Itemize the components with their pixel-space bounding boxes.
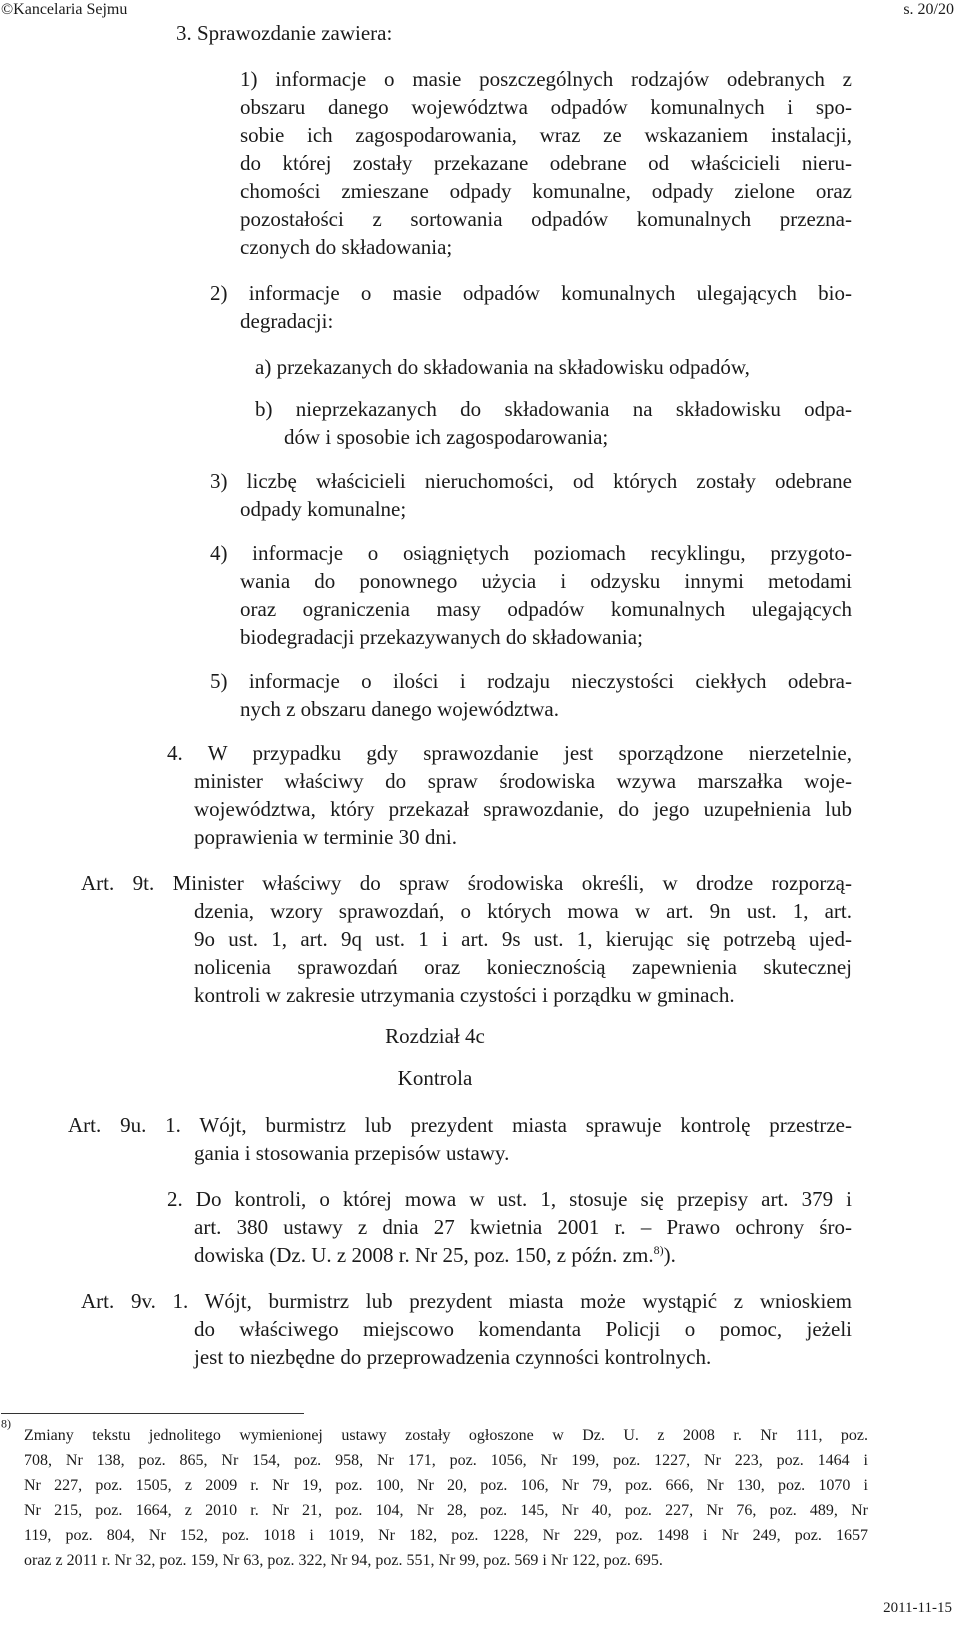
- text-line: pozostałości z sortowania odpadów komunalnych przezna-: [240, 207, 852, 231]
- footnote-line: Nr 227, poz. 1505, z 2009 r. Nr 19, poz. 100, Nr 20, poz. 106, Nr 79, poz. 666, Nr 130, poz. 1070 i: [24, 1477, 868, 1494]
- header-page-number: s. 20/20: [903, 1, 954, 18]
- text-line: chomości zmieszane odpady komunalne, odpady zielone oraz: [240, 179, 852, 203]
- footnote-mark-sup: 8): [1, 1416, 11, 1431]
- footnote-separator: [1, 1413, 304, 1414]
- text-line: biodegradacji przekazywanych do składowania;: [240, 625, 643, 649]
- text-line: Art. 9t. Minister właściwy do spraw środowiska określi, w drodze rozporzą-: [81, 871, 852, 895]
- text-line: do właściwego miejscowo komendanta Policji o pomoc, jeżeli: [194, 1317, 852, 1341]
- text-line: dów i sposobie ich zagospodarowania;: [284, 425, 609, 449]
- text-line: 2. Do kontroli, o której mowa w ust. 1, stosuje się przepisy art. 379 i: [167, 1187, 852, 1211]
- text-line: gania i stosowania przepisów ustawy.: [194, 1141, 510, 1165]
- text-line: 3. Sprawozdanie zawiera:: [176, 21, 393, 45]
- text-line: 4. W przypadku gdy sprawozdanie jest sporządzone nierzetelnie,: [167, 741, 852, 765]
- footnote-mark: [1, 1416, 11, 1440]
- text-line: kontroli w zakresie utrzymania czystości i porządku w gminach.: [194, 983, 735, 1007]
- text-line: poprawienia w terminie 30 dni.: [194, 825, 458, 849]
- text-line: 9o ust. 1, art. 9q ust. 1 i art. 9s ust. 1, kierując się potrzebą ujed-: [194, 927, 852, 951]
- text-line: 5) informacje o ilości i rodzaju nieczystości ciekłych odebra-: [210, 669, 852, 693]
- text-line: czonych do składowania;: [240, 235, 453, 259]
- chapter-number: Rozdział 4c: [385, 1024, 485, 1048]
- text-line: jest to niezbędne do przeprowadzenia czynności kontrolnych.: [194, 1345, 712, 1369]
- text-line: b) nieprzekazanych do składowania na składowisku odpa-: [255, 397, 852, 421]
- text-line: degradacji:: [240, 309, 334, 333]
- text-line: Art. 9v. 1. Wójt, burmistrz lub prezydent miasta może wystąpić z wnioskiem: [81, 1289, 852, 1313]
- text-line: oraz ograniczenia masy odpadów komunalnych ulegających: [240, 597, 852, 621]
- text-line: a) przekazanych do składowania na składowisku odpadów,: [255, 355, 750, 379]
- text-line: obszaru danego województwa odpadów komunalnych i spo-: [240, 95, 852, 119]
- text-line: Art. 9u. 1. Wójt, burmistrz lub prezydent miasta sprawuje kontrolę przestrze-: [68, 1113, 852, 1137]
- text-line: województwa, który przekazał sprawozdanie, do jego uzupełnienia lub: [194, 797, 852, 821]
- footnote-reference: 8): [653, 1243, 664, 1257]
- text-line: 1) informacje o masie poszczególnych rodzajów odebranych z: [240, 67, 852, 91]
- footnote-line: 119, poz. 804, Nr 152, poz. 1018 i 1019, Nr 182, poz. 1228, Nr 229, poz. 1498 i Nr 249, poz. 1657: [24, 1527, 868, 1544]
- text-line: odpady komunalne;: [240, 497, 407, 521]
- footnote-line: oraz z 2011 r. Nr 32, poz. 159, Nr 63, poz. 322, Nr 94, poz. 551, Nr 99, poz. 569 i Nr 122, poz. 695.: [24, 1552, 663, 1569]
- text-line-end: ).: [663, 1243, 676, 1267]
- text-line: dzenia, wzory sprawozdań, o których mowa w art. 9n ust. 1, art.: [194, 899, 852, 923]
- text-line-with-footnote: [194, 1242, 676, 1269]
- footnote-line: Zmiany tekstu jednolitego wymienionej ustawy zostały ogłoszone w Dz. U. z 2008 r. Nr 111, poz.: [24, 1427, 868, 1444]
- text-line: wania do ponownego użycia i odzysku innymi metodami: [240, 569, 852, 593]
- text-line: nolicenia sprawozdań oraz koniecznością zapewnienia skutecznej: [194, 955, 852, 979]
- footnote-line: Nr 215, poz. 1664, z 2010 r. Nr 21, poz. 104, Nr 28, poz. 145, Nr 40, poz. 227, Nr 76, poz. 489, Nr: [24, 1502, 868, 1519]
- text-line: dowiska (Dz. U. z 2008 r. Nr 25, poz. 150, z późn. zm.: [194, 1243, 654, 1267]
- chapter-title: Kontrola: [397, 1066, 473, 1090]
- text-line: nych z obszaru danego województwa.: [240, 697, 559, 721]
- document-date: 2011-11-15: [883, 1600, 952, 1616]
- text-line: do której zostały przekazane odebrane od właścicieli nieru-: [240, 151, 852, 175]
- text-line: minister właściwy do spraw środowiska wzywa marszałka woje-: [194, 769, 852, 793]
- header-copyright: ©Kancelaria Sejmu: [1, 1, 128, 18]
- text-line: art. 380 ustawy z dnia 27 kwietnia 2001 r. – Prawo ochrony śro-: [194, 1215, 852, 1239]
- text-line: 3) liczbę właścicieli nieruchomości, od których zostały odebrane: [210, 469, 852, 493]
- text-line: 2) informacje o masie odpadów komunalnych ulegających bio-: [210, 281, 852, 305]
- text-line: 4) informacje o osiągniętych poziomach recyklingu, przygoto-: [210, 541, 852, 565]
- footnote-line: 708, Nr 138, poz. 865, Nr 154, poz. 958, Nr 171, poz. 1056, Nr 199, poz. 1227, Nr 223, poz. 1464 i: [24, 1452, 868, 1469]
- text-line: sobie ich zagospodarowania, wraz ze wskazaniem instalacji,: [240, 123, 852, 147]
